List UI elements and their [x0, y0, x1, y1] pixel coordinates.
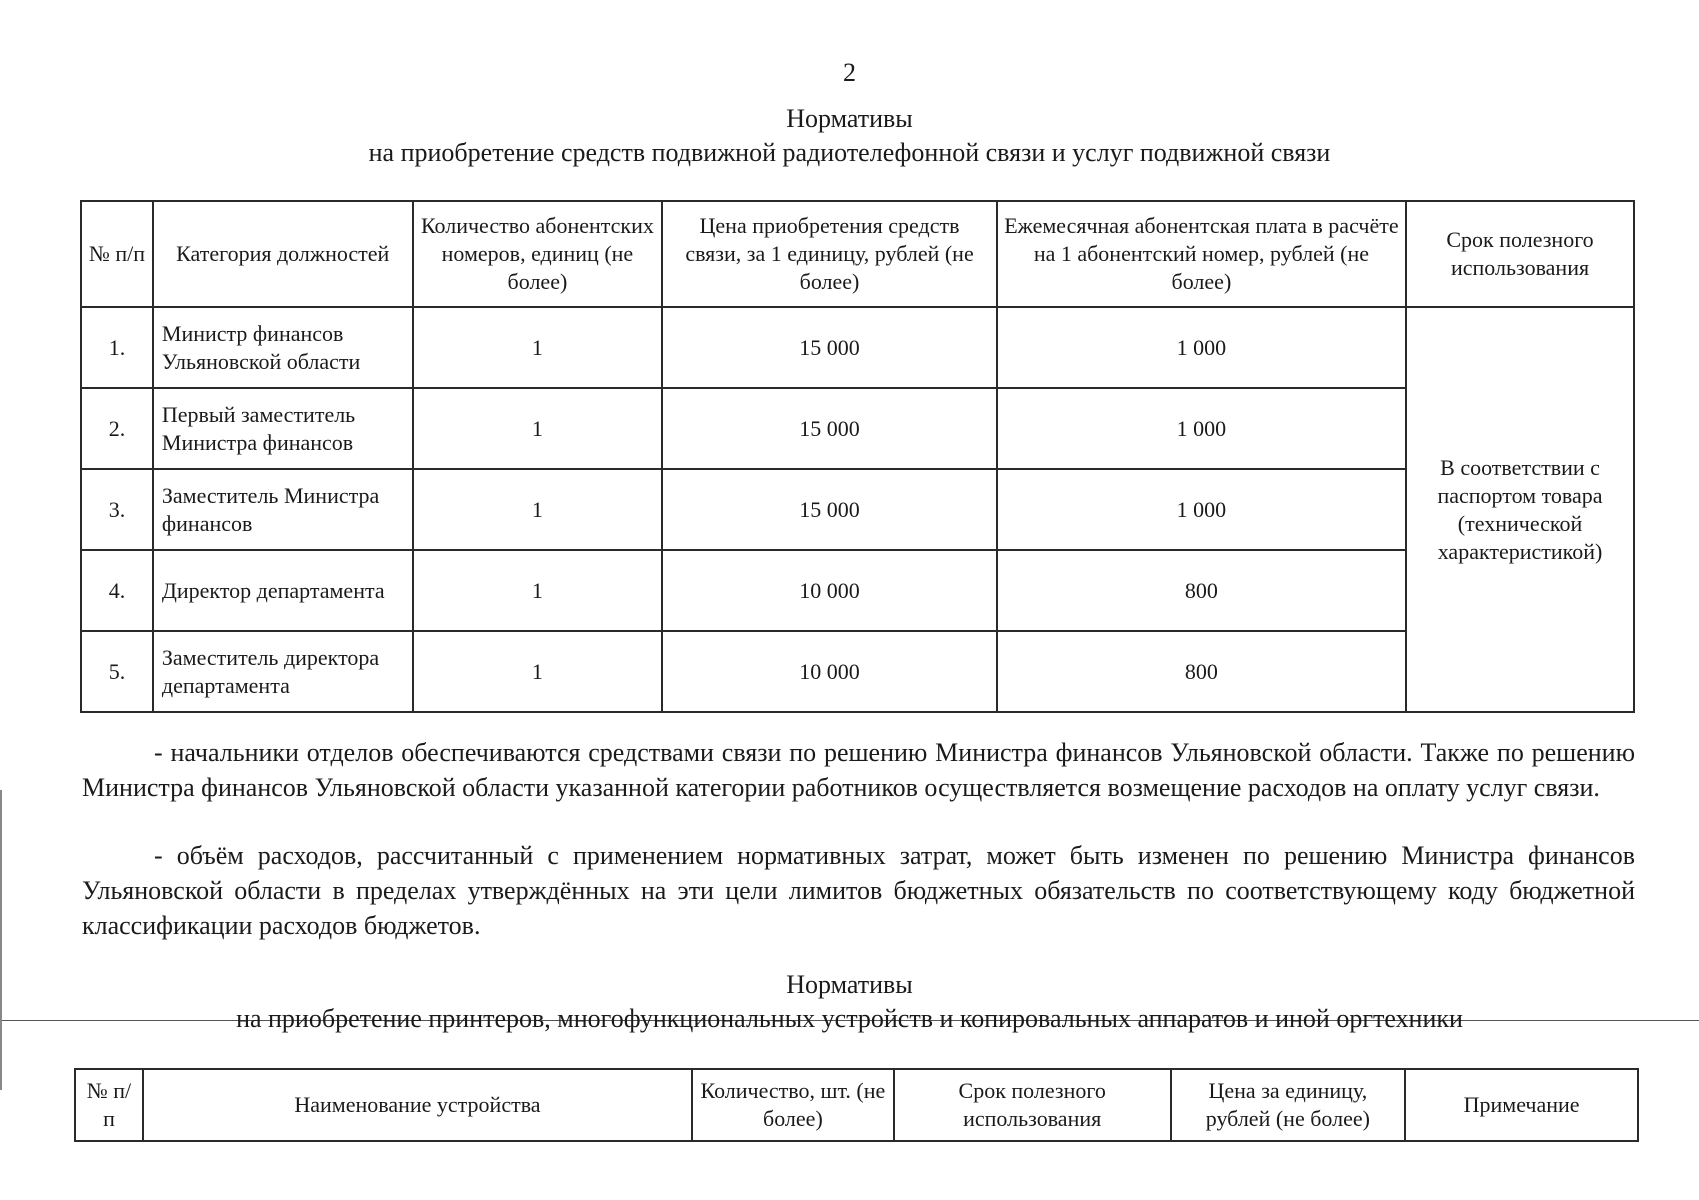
row-category: Министр финансов Ульяновской области [153, 307, 413, 388]
header-monthly-fee: Ежемесячная абонентская плата в расчёте на 1 абонентский номер, рублей (не более) [997, 201, 1406, 307]
section2-title [0, 968, 1699, 1036]
row-price: 15 000 [662, 307, 997, 388]
header-category: Категория должностей [153, 201, 413, 307]
table-row [81, 631, 1634, 712]
row-num: 4. [81, 550, 153, 631]
row-price: 15 000 [662, 469, 997, 550]
row-monthly-fee: 1 000 [997, 388, 1406, 469]
table-header-row [81, 201, 1634, 307]
row-monthly-fee: 800 [997, 550, 1406, 631]
section1-title [0, 102, 1699, 170]
row-num: 5. [81, 631, 153, 712]
header-quantity: Количество абонентских номеров, единиц (не более) [413, 201, 663, 307]
row-num: 3. [81, 469, 153, 550]
row-category: Первый заместитель Министра финансов [153, 388, 413, 469]
row-price: 15 000 [662, 388, 997, 469]
header-device: Наименование устройства [143, 1069, 692, 1141]
page-number: 2 [843, 58, 856, 87]
row-price: 10 000 [662, 550, 997, 631]
header-note: Примечание [1405, 1069, 1638, 1141]
header-quantity: Количество, шт. (не более) [692, 1069, 894, 1141]
row-monthly-fee: 1 000 [997, 469, 1406, 550]
row-quantity: 1 [413, 631, 663, 712]
table-header-row [75, 1069, 1638, 1141]
section2-title-line1: Нормативы [786, 970, 913, 999]
row-quantity: 1 [413, 388, 663, 469]
header-num: № п/п [75, 1069, 143, 1141]
header-useful-life: Срок полезного использования [894, 1069, 1171, 1141]
header-price: Цена за единицу, рублей (не более) [1171, 1069, 1406, 1141]
section1-title-line2: на приобретение средств подвижной радиотелефонной связи и услуг подвижной связи [368, 138, 1331, 167]
note-paragraph-2: - объём расходов, рассчитанный с применением нормативных затрат, может быть изменен по решению Министра финансов Ульяновской области в пределах утверждённых на эти цели лимитов бюджетных обязательств по соответствующему коду бюджетной классификации расходов бюджетов. [82, 841, 1635, 940]
row-category: Заместитель директора департамента [153, 631, 413, 712]
useful-life-value: В соответствии с паспортом товара (технической характеристикой) [1406, 307, 1634, 712]
section1-title-line1: Нормативы [786, 104, 913, 133]
mobile-communication-norms-table [80, 200, 1635, 713]
row-category: Заместитель Министра финансов [153, 469, 413, 550]
row-num: 2. [81, 388, 153, 469]
header-num: № п/п [81, 201, 153, 307]
row-category: Директор департамента [153, 550, 413, 631]
row-price: 10 000 [662, 631, 997, 712]
note-paragraph-1: - начальники отделов обеспечиваются средствами связи по решению Министра финансов Ульяновской области. Также по решению Министра финансов Ульяновской области указанной категории работников осуществляется возмещение расходов на оплату услуг связи. [82, 738, 1635, 802]
scan-artifact-edge [0, 790, 2, 1090]
row-quantity: 1 [413, 469, 663, 550]
section2-title-line2: на приобретение принтеров, многофункциональных устройств и копировальных аппаратов и иной оргтехники [236, 1004, 1463, 1033]
table-row [81, 550, 1634, 631]
header-price: Цена приобретения средств связи, за 1 единицу, рублей (не более) [662, 201, 997, 307]
row-monthly-fee: 1 000 [997, 307, 1406, 388]
row-quantity: 1 [413, 307, 663, 388]
header-useful-life: Срок полезного использования [1406, 201, 1634, 307]
table-row [81, 469, 1634, 550]
row-num: 1. [81, 307, 153, 388]
table-row [81, 307, 1634, 388]
row-monthly-fee: 800 [997, 631, 1406, 712]
table-row [81, 388, 1634, 469]
row-quantity: 1 [413, 550, 663, 631]
office-equipment-norms-table [74, 1068, 1639, 1142]
